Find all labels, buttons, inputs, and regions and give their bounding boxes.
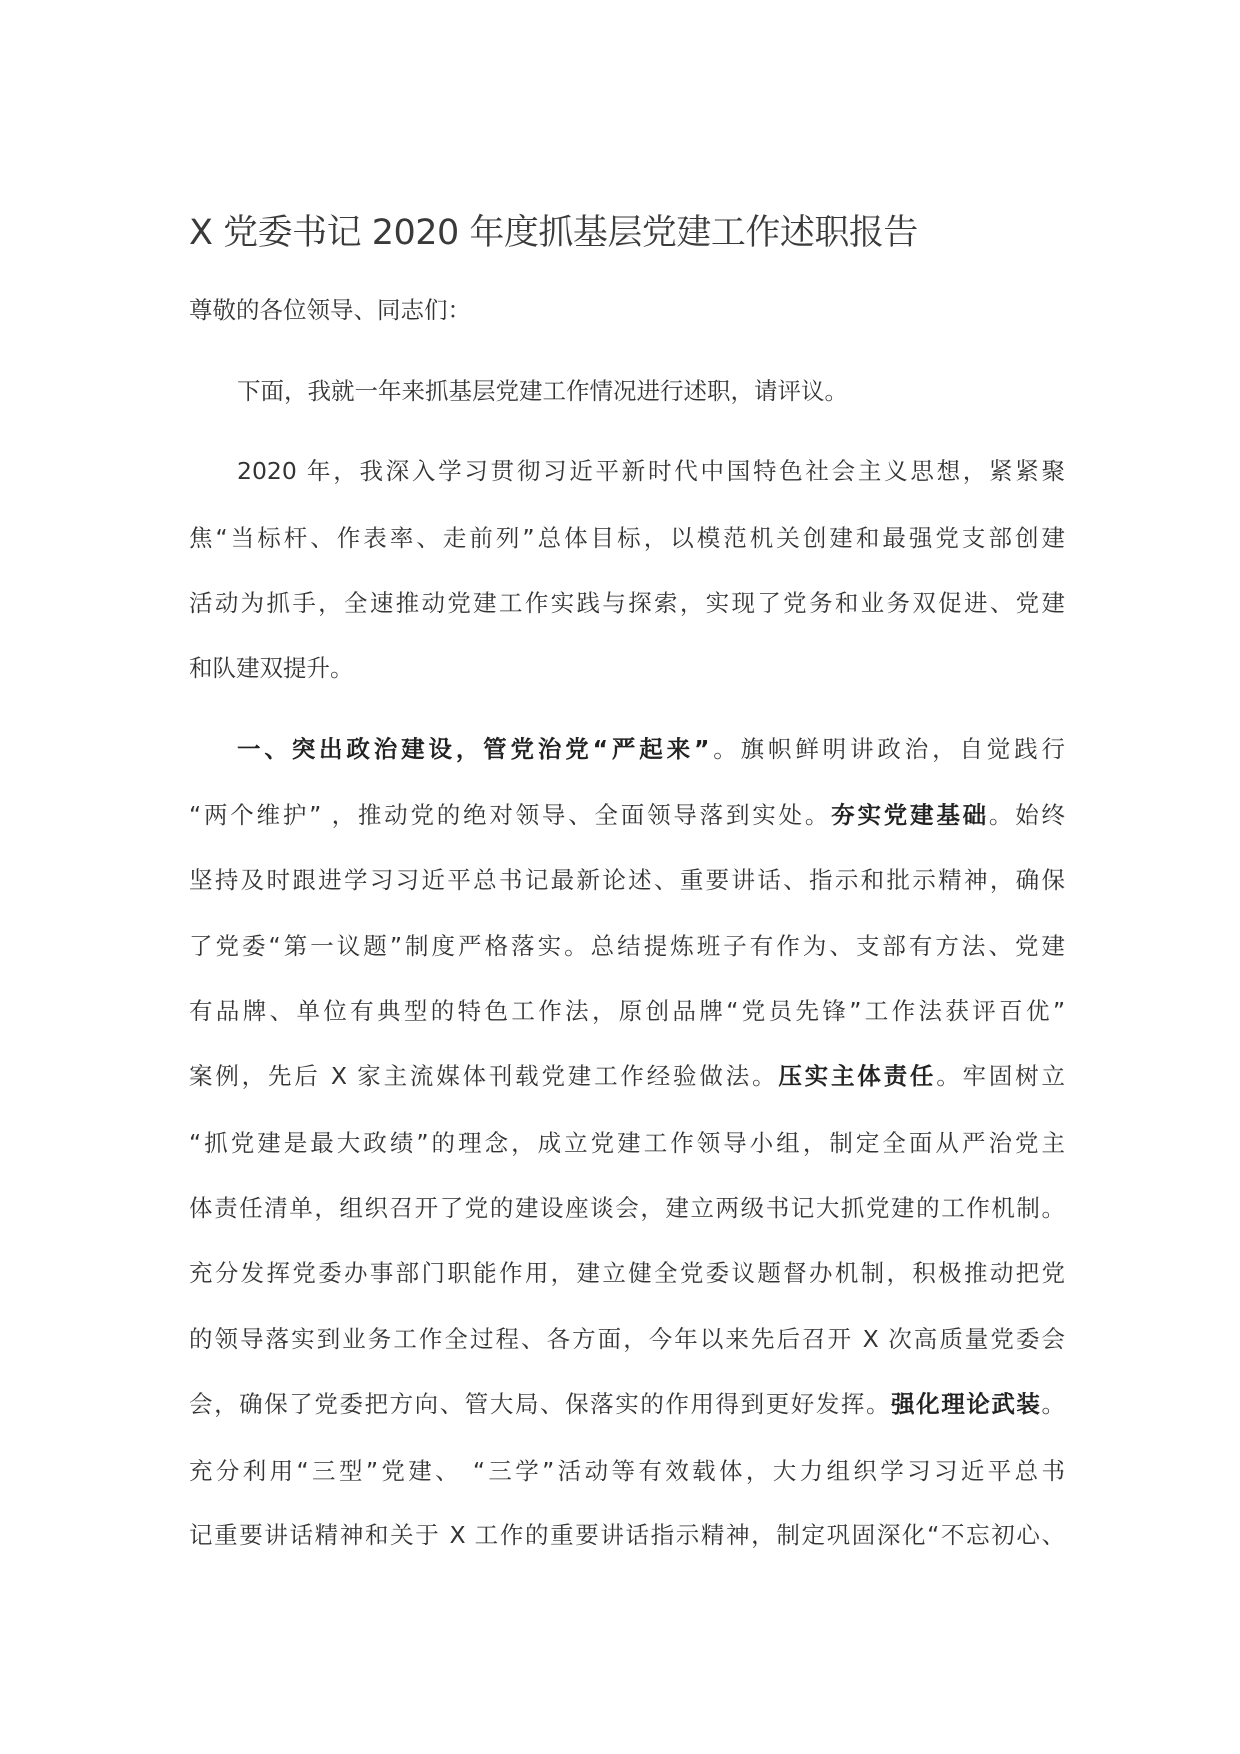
bold-heading-text: 一、突出政治建设，管党治党“严起来”	[237, 735, 710, 763]
body-text: 记重要讲话精神和关于 X 工作的重要讲话指示精神，制定巩固深化“不忘初心、	[189, 1521, 1065, 1549]
text-line	[189, 1061, 1065, 1091]
text-line	[189, 1324, 1065, 1354]
body-text: 有品牌、单位有典型的特色工作法，原创品牌“党员先锋”工作法获评百优”	[189, 997, 1065, 1025]
body-text: 。始终	[988, 801, 1066, 829]
text-line	[189, 800, 1065, 830]
body-text: 下面，我就一年来抓基层党建工作情况进行述职，请评议。	[237, 377, 848, 405]
text-line	[189, 1456, 1065, 1486]
body-text: 活动为抓手，全速推动党建工作实践与探索，实现了党务和业务双促进、党建	[189, 589, 1065, 617]
text-line	[189, 865, 1065, 895]
body-text: 。旗帜鲜明讲政治，自觉践行	[709, 735, 1066, 763]
text-line	[189, 1128, 1065, 1158]
text-line	[189, 376, 1065, 406]
body-text: 充分利用“三型”党建、 “三学”活动等有效载体，大力组织学习习近平总书	[189, 1457, 1065, 1485]
body-text: 。	[1041, 1390, 1066, 1418]
document-title: X 党委书记 2020 年度抓基层党建工作述职报告	[189, 213, 918, 253]
body-text: 和队建双提升。	[189, 654, 354, 682]
text-line	[189, 456, 1065, 486]
text-line	[189, 1389, 1065, 1419]
text-line	[189, 734, 1065, 764]
bold-heading-text: 压实主体责任	[778, 1062, 937, 1090]
body-text: “两个维护” ，推动党的绝对领导、全面领导落到实处。	[189, 801, 832, 829]
body-text: 案例，先后 X 家主流媒体刊载党建工作经验做法。	[189, 1062, 779, 1090]
body-text: 2020 年，我深入学习贯彻习近平新时代中国特色社会主义思想，紧紧聚	[237, 457, 1065, 485]
body-text: 的领导落实到业务工作全过程、各方面，今年以来先后召开 X 次高质量党委会	[189, 1325, 1065, 1353]
body-text: 体责任清单，组织召开了党的建设座谈会，建立两级书记大抓党建的工作机制。	[189, 1194, 1065, 1222]
bold-heading-text: 强化理论武装	[891, 1390, 1042, 1418]
body-text: 充分发挥党委办事部门职能作用，建立健全党委议题督办机制，积极推动把党	[189, 1259, 1065, 1287]
text-line	[189, 653, 1065, 683]
text-line	[189, 1520, 1065, 1550]
body-text: 尊敬的各位领导、同志们：	[189, 296, 471, 324]
text-line	[189, 1258, 1065, 1288]
bold-heading-text: 夯实党建基础	[831, 801, 989, 829]
text-line	[189, 1193, 1065, 1223]
body-text: 焦“当标杆、作表率、走前列”总体目标，以模范机关创建和最强党支部创建	[189, 524, 1065, 552]
text-line	[189, 588, 1065, 618]
text-line	[189, 996, 1065, 1026]
text-line	[189, 931, 1065, 961]
body-text: 了党委“第一议题”制度严格落实。总结提炼班子有作为、支部有方法、党建	[189, 932, 1065, 960]
text-line	[189, 523, 1065, 553]
body-text: “抓党建是最大政绩”的理念，成立党建工作领导小组，制定全面从严治党主	[189, 1129, 1065, 1157]
body-text: 坚持及时跟进学习习近平总书记最新论述、重要讲话、指示和批示精神，确保	[189, 866, 1065, 894]
text-line	[189, 295, 1065, 325]
body-text: 会，确保了党委把方向、管大局、保落实的作用得到更好发挥。	[189, 1390, 892, 1418]
body-text: 。牢固树立	[936, 1062, 1066, 1090]
